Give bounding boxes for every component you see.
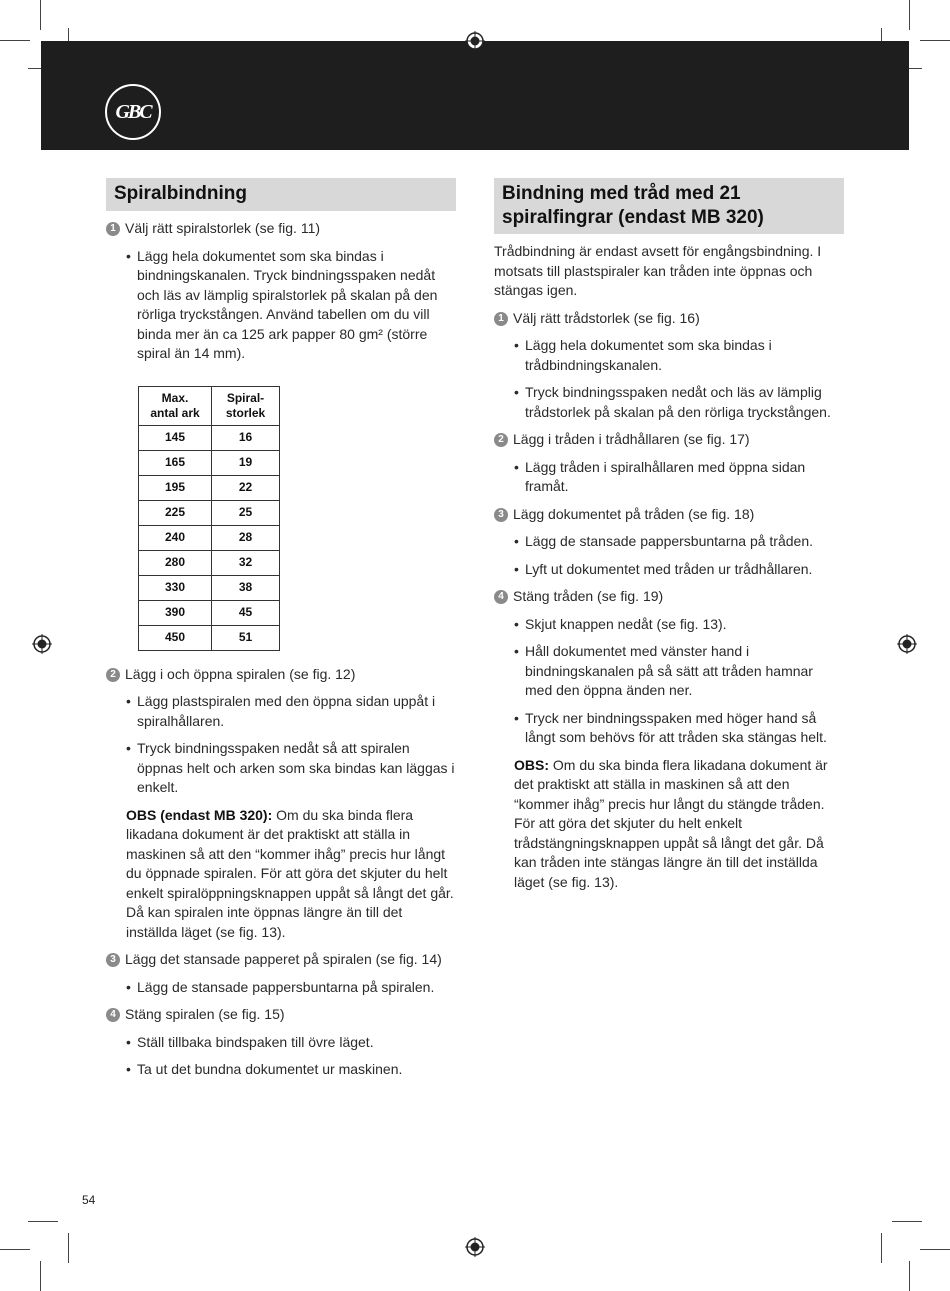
bullet-item	[514, 336, 844, 375]
bullet-dot-icon: •	[126, 247, 131, 264]
bullet-dot-icon: •	[126, 978, 131, 995]
table-cell: 16	[212, 425, 280, 450]
bullet-dot-icon: •	[514, 384, 519, 400]
crop-mark	[0, 1249, 30, 1250]
bullet-text: Lägg tråden i spiralhållaren med öppna sidan framåt.	[525, 458, 806, 494]
registration-mark-icon	[32, 634, 52, 654]
table-row	[139, 500, 280, 525]
crop-mark	[892, 1221, 922, 1222]
note-text: Om du ska binda flera likadana dokument är det praktiskt att ställa in maskinen så att den “kommer ihåg” precis hur långt du öppnade spiralen. För att göra det skjuter du helt enkelt spiralöppningsknappen uppåt så långt det går. Då kan spiralen inte öppnas längre än till det inställda läget (se fig. 13).	[126, 806, 454, 940]
step-text: Välj rätt trådstorlek (se fig. 16)	[513, 309, 700, 326]
table-header-spiral-size: Spiral- storlek	[212, 386, 280, 425]
step-number-badge: 3	[106, 953, 120, 967]
right-column	[494, 178, 844, 900]
table-cell: 330	[139, 575, 212, 600]
bullet-text: Lägg de stansade pappersbuntarna på tråden.	[525, 533, 814, 549]
bullet-text: Lägg de stansade pappersbuntarna på spiralen.	[137, 978, 435, 995]
bullet-item	[514, 458, 844, 497]
bullet-text: Tryck ner bindningsspaken med höger hand så långt som behövs för att tråden ska stängas helt.	[525, 709, 827, 745]
bullet-text: Lyft ut dokumentet med tråden ur trådhållaren.	[525, 560, 813, 577]
bullet-item	[126, 692, 456, 731]
bullet-dot-icon: •	[514, 458, 519, 475]
step-number-badge: 2	[106, 668, 120, 682]
table-cell: 22	[212, 475, 280, 500]
table-cell: 195	[139, 475, 212, 500]
table-cell: 51	[212, 625, 280, 650]
table-cell: 450	[139, 625, 212, 650]
step-number-badge: 1	[494, 312, 508, 326]
step-text: Lägg dokumentet på tråden (se fig. 18)	[513, 505, 755, 522]
step-item	[106, 665, 456, 685]
bullet-item	[514, 532, 844, 552]
table-row	[139, 625, 280, 650]
crop-mark	[68, 1233, 69, 1263]
step-text: Stäng tråden (se fig. 19)	[513, 588, 664, 604]
bullet-item	[126, 739, 456, 798]
table-row	[139, 475, 280, 500]
crop-mark	[0, 40, 30, 41]
section-heading: Bindning med tråd med 21 spiralfingrar (endast MB 320)	[494, 178, 844, 234]
note-text: Om du ska binda flera likadana dokument är det praktiskt att ställa in maskinen så att den “kommer ihåg” precis hur långt du stängde tråden. För att göra det skjuter du helt enkelt trådstängningsknappen uppåt så långt det går. Då kan tråden inte stängas längre än till det inställda läget (se fig. 13).	[514, 756, 828, 890]
bullet-item	[514, 383, 844, 422]
crop-mark	[920, 40, 950, 41]
bullet-dot-icon: •	[514, 615, 519, 632]
table-cell: 240	[139, 525, 212, 550]
step-text: Välj rätt spiralstorlek (se fig. 11)	[125, 220, 321, 236]
step-text: Lägg i tråden i trådhållaren (se fig. 17)	[513, 431, 750, 447]
crop-mark	[920, 1249, 950, 1250]
bullet-dot-icon: •	[514, 533, 519, 549]
bullet-item	[126, 978, 456, 998]
table-cell: 19	[212, 450, 280, 475]
step-item	[106, 1005, 456, 1025]
table-row	[139, 550, 280, 575]
table-row	[139, 600, 280, 625]
note-label: OBS:	[514, 756, 549, 773]
table-header-max-sheets: Max. antal ark	[139, 386, 212, 425]
bullet-dot-icon: •	[126, 1061, 131, 1077]
step-item	[106, 950, 456, 970]
step-text: Lägg i och öppna spiralen (se fig. 12)	[125, 665, 356, 682]
bullet-item	[514, 615, 844, 635]
step-text: Lägg det stansade papperet på spiralen (se fig. 14)	[125, 951, 442, 967]
table-cell: 38	[212, 575, 280, 600]
step-item	[494, 587, 844, 607]
step-item	[106, 219, 456, 239]
left-column	[106, 178, 456, 1088]
table-row	[139, 450, 280, 475]
note-label: OBS (endast MB 320):	[126, 806, 273, 823]
step-number-badge: 4	[494, 590, 508, 604]
step-number-badge: 1	[106, 222, 120, 236]
table-cell: 32	[212, 550, 280, 575]
crop-mark	[909, 0, 910, 30]
bullet-text: Tryck bindningsspaken nedåt och läs av lämplig trådstorlek på skalan på den rörliga tryckstången.	[525, 384, 831, 420]
table-row	[139, 425, 280, 450]
crop-mark	[28, 1221, 58, 1222]
table-cell: 145	[139, 425, 212, 450]
bullet-dot-icon: •	[126, 1033, 131, 1050]
table-cell: 390	[139, 600, 212, 625]
section-heading: Spiralbindning	[106, 178, 456, 211]
bullet-text: Skjut knappen nedåt (se fig. 13).	[525, 615, 727, 632]
table-cell: 225	[139, 500, 212, 525]
bullet-dot-icon: •	[514, 337, 519, 353]
intro-paragraph: Trådbindning är endast avsett för engångsbindning. I motsats till plastspiraler kan tråden inte öppnas och stängas igen.	[494, 243, 822, 298]
table-cell: 165	[139, 450, 212, 475]
bullet-dot-icon: •	[514, 643, 519, 659]
header-band	[41, 41, 909, 150]
step-text: Stäng spiralen (se fig. 15)	[125, 1006, 285, 1022]
note-paragraph	[514, 756, 844, 893]
bullet-dot-icon: •	[514, 560, 519, 577]
bullet-item	[126, 1060, 456, 1080]
bullet-text: Lägg hela dokumentet som ska bindas i trådbindningskanalen.	[525, 337, 772, 373]
registration-mark-icon	[465, 31, 485, 51]
bullet-item	[514, 560, 844, 580]
step-item	[494, 430, 844, 450]
bullet-text: Ställ tillbaka bindspaken till övre läget.	[137, 1033, 374, 1050]
table-cell: 280	[139, 550, 212, 575]
spiral-size-table	[138, 386, 280, 651]
step-number-badge: 4	[106, 1008, 120, 1022]
step-number-badge: 2	[494, 433, 508, 447]
bullet-text: Lägg plastspiralen med den öppna sidan uppåt i spiralhållaren.	[137, 693, 436, 729]
table-cell: 45	[212, 600, 280, 625]
bullet-item	[514, 709, 844, 748]
bullet-dot-icon: •	[514, 709, 519, 726]
bullet-item	[126, 247, 456, 364]
step-number-badge: 3	[494, 508, 508, 522]
bullet-text: Tryck bindningsspaken nedåt så att spiralen öppnas helt och arken som ska bindas kan läggas i enkelt.	[137, 740, 455, 795]
bullet-dot-icon: •	[126, 740, 131, 756]
crop-mark	[40, 1261, 41, 1291]
crop-mark	[909, 1261, 910, 1291]
bullet-text: Ta ut det bundna dokumentet ur maskinen.	[137, 1061, 403, 1077]
note-paragraph	[126, 806, 456, 943]
table-cell: 25	[212, 500, 280, 525]
table-cell: 28	[212, 525, 280, 550]
registration-mark-icon	[465, 1237, 485, 1257]
gbc-logo: GBC	[105, 84, 161, 140]
table-row	[139, 575, 280, 600]
page-number: 54	[82, 1193, 96, 1207]
bullet-text: Lägg hela dokumentet som ska bindas i bindningskanalen. Tryck bindningsspaken nedåt och läs av lämplig spiralstorlek på skalan på den rörliga tryckstången. Använd tabellen om du vill binda mer än ca 125 ark papper 80 gm² (större spiral än 14 mm).	[137, 247, 438, 361]
registration-mark-icon	[897, 634, 917, 654]
table-row	[139, 525, 280, 550]
step-item	[494, 505, 844, 525]
bullet-text: Håll dokumentet med vänster hand i bindningskanalen på så sätt att tråden hamnar med den öppna änden ner.	[525, 643, 813, 698]
bullet-item	[126, 1033, 456, 1053]
bullet-dot-icon: •	[126, 693, 131, 709]
step-item	[494, 309, 844, 329]
bullet-item	[514, 642, 844, 701]
crop-mark	[40, 0, 41, 30]
crop-mark	[881, 1233, 882, 1263]
